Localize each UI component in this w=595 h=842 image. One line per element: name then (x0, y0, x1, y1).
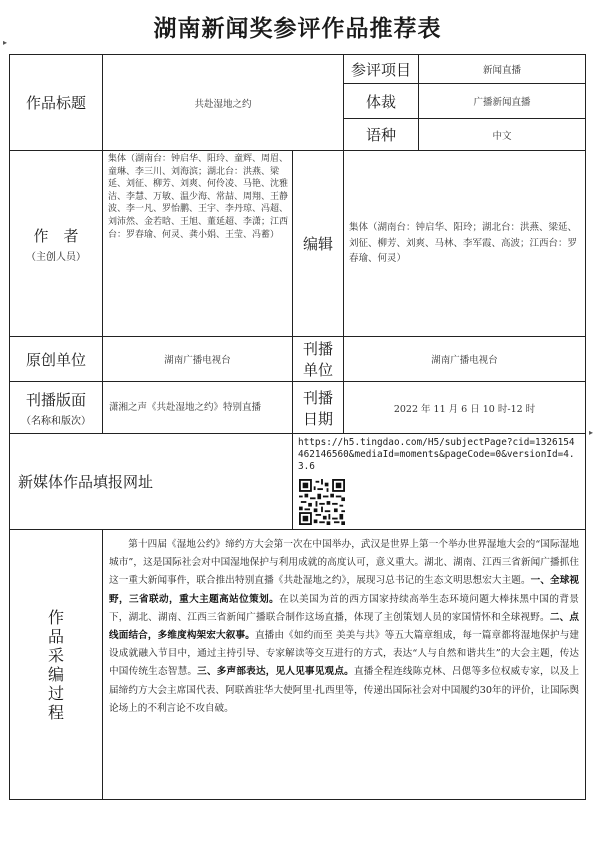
new-media-url-label: 新媒体作品填报网址 (10, 434, 293, 530)
intro-text (103, 530, 586, 800)
category-value: 新闻直播 (419, 55, 586, 84)
margin-mark-icon: ▸ (589, 428, 594, 437)
work-title-label: 作品标题 (10, 55, 103, 151)
qr-code-icon (299, 479, 345, 525)
language-value: 中文 (419, 119, 586, 151)
original-unit-label: 原创单位 (10, 337, 103, 382)
intro-heading: 二、点线面结合，多维度构架宏大叙事。 (109, 611, 580, 642)
broadcast-unit-value: 湖南广播电视台 (344, 337, 586, 382)
intro-heading: 三、多声部表达，见人见事见观点。 (197, 666, 354, 678)
broadcast-date-value: 2022 年 11 月 6 日 10 时-12 时 (344, 382, 586, 434)
intro-label-char: 品 (47, 626, 64, 646)
editor-label: 编辑 (293, 151, 344, 337)
language-label: 语种 (344, 119, 419, 151)
genre-value: 广播新闻直播 (419, 84, 586, 119)
intro-heading: 一、全球视野，三省联动，重大主题高站位策划。 (109, 575, 580, 605)
genre-label: 体裁 (344, 84, 419, 119)
intro-label-cell (10, 530, 103, 800)
work-title-value: 共赴湿地之约 (103, 55, 344, 151)
intro-label-char: 编 (47, 664, 64, 684)
margin-mark-icon: ▸ (3, 38, 8, 47)
intro-paragraph: 直播全程连线陈克林、吕偲等多位权威专家，以及上届缔约方大会主席国代表、阿联酋驻华大使阿里·扎西里等，传递出国际社会对中国履约30年的评价，让国际舆论场上的不利言论不攻自破。 (109, 666, 580, 714)
new-media-url-link[interactable]: https://h5.tingdao.com/H5/subjectPage?cid=1326154462146560&mediaId=moments&pageCode=0&versionId=4.3.6 (298, 437, 575, 472)
broadcast-section-label-cell (10, 382, 103, 434)
intro-label-char: 过 (47, 683, 64, 703)
broadcast-section-value: 潇湘之声《共赴湿地之约》特别直播 (103, 382, 293, 434)
authors-value: 集体（湖南台：钟启华、阳玲、童辉、周眉、童琳、李三川、刘海滨；湖北台：洪燕、梁延、刘征、柳芳、刘爽、何伶凌、马艳、沈雅洁、李慧、万敏、温少海、常喆、周翔、王静波、李一凡、罗怡鹏、王宇、李丹琼、冯超、刘沛然、金若晗、王旭、董延超、李潇；江西台：罗春瑜、何灵、龚小娟、王莹、冯蓄） (103, 151, 293, 337)
editor-value: 集体（湖南台：钟启华、阳玲；湖北台：洪燕、梁延、刘征、柳芳、刘爽、马林、李军霞、高波；江西台：罗春瑜、何灵） (344, 151, 586, 337)
recommendation-form-table (9, 54, 586, 800)
intro-paragraph: 直播由《如约而至 美美与共》等五大篇章组成，每一篇章都将湿地保护与建设成就融入节目中，通过主持引导、专家解读等交互进行的方式，表达“人与自然和谐共生”的大会主题，传达中国传统生态智慧。 (109, 630, 580, 678)
original-unit-value: 湖南广播电视台 (103, 337, 293, 382)
intro-label-char: 作 (47, 607, 64, 627)
intro-label-char: 程 (47, 702, 64, 722)
category-label: 参评项目 (344, 55, 419, 84)
broadcast-section-sublabel: （名称和版次） (21, 415, 91, 427)
authors-label-cell (10, 151, 103, 337)
authors-label: 作 者 (33, 226, 79, 245)
broadcast-unit-label: 刊播单位 (293, 337, 344, 382)
broadcast-date-label: 刊播日期 (293, 382, 344, 434)
intro-paragraph: 在以美国为首的西方国家持续高举生态环境问题大棒抹黑中国的背景下，湖北、湖南、江西三省新闻广播联合制作这场直播，体现了主创策划人员的家国情怀和全球视野。 (109, 593, 580, 623)
intro-paragraph: 第十四届《湿地公约》缔约方大会第一次在中国举办，武汉是世界上第一个举办世界湿地大会的“国际湿地城市”，这是国际社会对中国湿地保护与利用成就的高度认可，意义重大。湖北、湖南、江西三省新闻广播抓住这一重大新闻事件，联合推出特别直播《共赴湿地之约》，展现习总书记的生态文明思想宏大主题。 (109, 539, 580, 587)
new-media-url-cell (293, 434, 586, 530)
authors-sublabel: （主创人员） (26, 251, 86, 263)
broadcast-section-label: 刊播版面 (25, 390, 86, 409)
intro-label-char: 采 (47, 645, 64, 665)
page-title: 湖南新闻奖参评作品推荐表 (153, 16, 442, 42)
